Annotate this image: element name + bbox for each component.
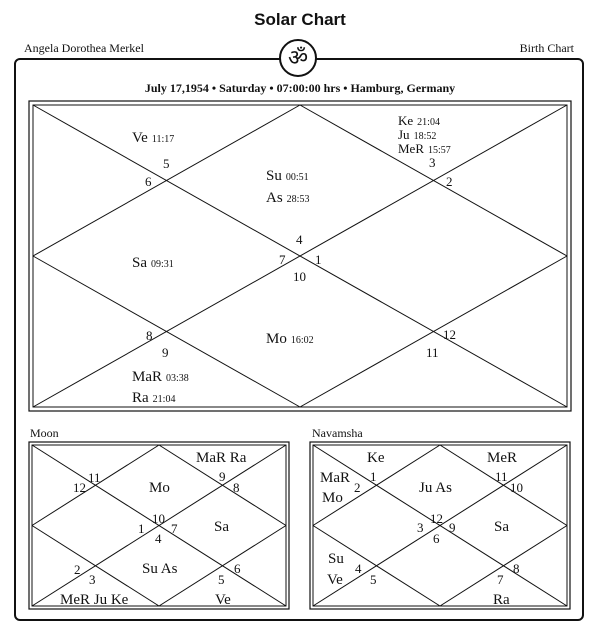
planet-placement: Ra 21:04	[132, 390, 176, 406]
planet-group: Ju As	[419, 480, 452, 496]
planet-group: Sa	[214, 519, 229, 535]
moon-chart	[28, 441, 290, 610]
house-number: 8	[513, 561, 520, 576]
planet-group: Mo	[149, 480, 170, 496]
house-number: 6	[145, 174, 152, 189]
birth-details: July 17,1954 • Saturday • 07:00:00 hrs • Hamburg, Germany	[144, 81, 456, 95]
house-number: 3	[89, 572, 96, 587]
planet-placement: MaR 03:38	[132, 369, 189, 385]
house-number: 2	[74, 562, 81, 577]
moon-chart-label: Moon	[30, 426, 59, 440]
house-number: 10	[293, 269, 306, 284]
planet-group: Su	[328, 551, 344, 567]
house-number: 1	[138, 521, 145, 536]
house-number: 6	[234, 561, 241, 576]
house-number: 1	[315, 252, 322, 267]
planet-group: MaR Ra	[196, 450, 247, 466]
planet-group: MeR	[487, 450, 517, 466]
chart-kind: Birth Chart	[519, 41, 574, 55]
person-name: Angela Dorothea Merkel	[24, 41, 144, 55]
planet-group: Ve	[327, 572, 343, 588]
house-number: 9	[449, 520, 456, 535]
house-number: 1	[370, 469, 377, 484]
house-number: 11	[426, 345, 439, 360]
house-number: 6	[433, 531, 440, 546]
planet-placement: As 28:53	[266, 190, 310, 206]
chart-title: Solar Chart	[254, 10, 346, 29]
house-number: 12	[443, 327, 456, 342]
house-number: 11	[88, 470, 101, 485]
house-number: 4	[355, 561, 362, 576]
house-number: 12	[430, 511, 443, 526]
house-number: 5	[370, 572, 377, 587]
house-number: 8	[233, 480, 240, 495]
house-number: 2	[354, 480, 361, 495]
house-number: 10	[152, 511, 165, 526]
house-number: 8	[146, 328, 153, 343]
house-number: 12	[73, 480, 86, 495]
planet-group: Sa	[494, 519, 509, 535]
planet-placement: Mo 16:02	[266, 331, 314, 347]
house-number: 3	[417, 520, 424, 535]
house-number: 3	[429, 155, 436, 170]
house-number: 4	[155, 531, 162, 546]
planet-placement: Sa 09:31	[132, 255, 174, 271]
house-number: 11	[495, 469, 508, 484]
house-number: 10	[510, 480, 523, 495]
planet-placement: Ke 21:04	[398, 113, 440, 128]
om-symbol: ॐ	[287, 45, 309, 70]
planet-group: Ke	[367, 450, 385, 466]
house-number: 7	[171, 521, 178, 536]
planet-group: Ra	[493, 592, 510, 608]
navamsha-chart-label: Navamsha	[312, 426, 363, 440]
planet-group: MeR Ju Ke	[60, 592, 129, 608]
main-chart	[28, 100, 572, 412]
planet-placement: Ve 11:17	[132, 130, 175, 146]
planet-group: Mo	[322, 490, 343, 506]
navamsha-chart	[309, 441, 571, 610]
house-number: 4	[296, 232, 303, 247]
house-number: 9	[162, 345, 169, 360]
planet-placement: Su 00:51	[266, 168, 309, 184]
house-number: 5	[163, 156, 170, 171]
house-number: 2	[446, 174, 453, 189]
planet-placement: MeR 15:57	[398, 141, 451, 156]
planet-placement: Ju 18:52	[398, 127, 437, 142]
house-number: 9	[219, 469, 226, 484]
planet-group: Ve	[215, 592, 231, 608]
planet-group: Su As	[142, 561, 178, 577]
planet-group: MaR	[320, 470, 350, 486]
house-number: 7	[279, 252, 286, 267]
house-number: 5	[218, 572, 225, 587]
house-number: 7	[497, 572, 504, 587]
om-icon	[279, 39, 317, 77]
